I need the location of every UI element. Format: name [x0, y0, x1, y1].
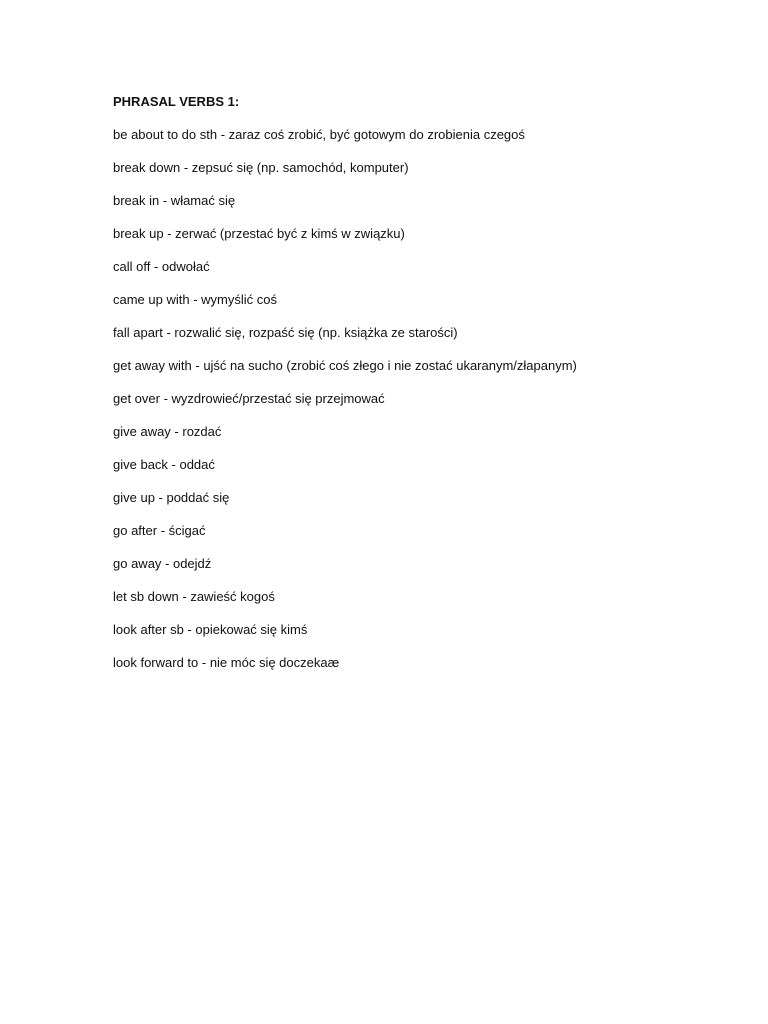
- phrasal-verb-entry: be about to do sth - zaraz coś zrobić, być gotowym do zrobienia czegoś: [113, 127, 525, 142]
- phrasal-verb-entry: go after - ścigać: [113, 523, 206, 538]
- phrasal-verb-entry: give up - poddać się: [113, 490, 230, 505]
- phrasal-verb-entry: came up with - wymyślić coś: [113, 292, 277, 307]
- phrasal-verb-entry: fall apart - rozwalić się, rozpaść się (np. książka ze starości): [113, 325, 458, 340]
- document-title: PHRASAL VERBS 1:: [113, 94, 240, 109]
- phrasal-verb-entry: get over - wyzdrowieć/przestać się przejmować: [113, 391, 385, 406]
- phrasal-verb-entry: break up - zerwać (przestać być z kimś w związku): [113, 226, 405, 241]
- phrasal-verb-entry: give away - rozdać: [113, 424, 222, 439]
- phrasal-verb-entry: let sb down - zawieść kogoś: [113, 589, 275, 604]
- phrasal-verb-entry: break down - zepsuć się (np. samochód, komputer): [113, 160, 409, 175]
- document-content: [113, 93, 733, 687]
- phrasal-verb-entry: call off - odwołać: [113, 259, 210, 274]
- phrasal-verb-list: [113, 126, 733, 671]
- phrasal-verb-entry: look forward to - nie móc się doczekaæ: [113, 655, 340, 670]
- phrasal-verb-entry: get away with - ujść na sucho (zrobić coś złego i nie zostać ukaranym/złapanym): [113, 358, 577, 373]
- phrasal-verb-entry: give back - oddać: [113, 457, 215, 472]
- phrasal-verb-entry: break in - włamać się: [113, 193, 236, 208]
- phrasal-verb-entry: go away - odejdź: [113, 556, 212, 571]
- phrasal-verb-entry: look after sb - opiekować się kimś: [113, 622, 308, 637]
